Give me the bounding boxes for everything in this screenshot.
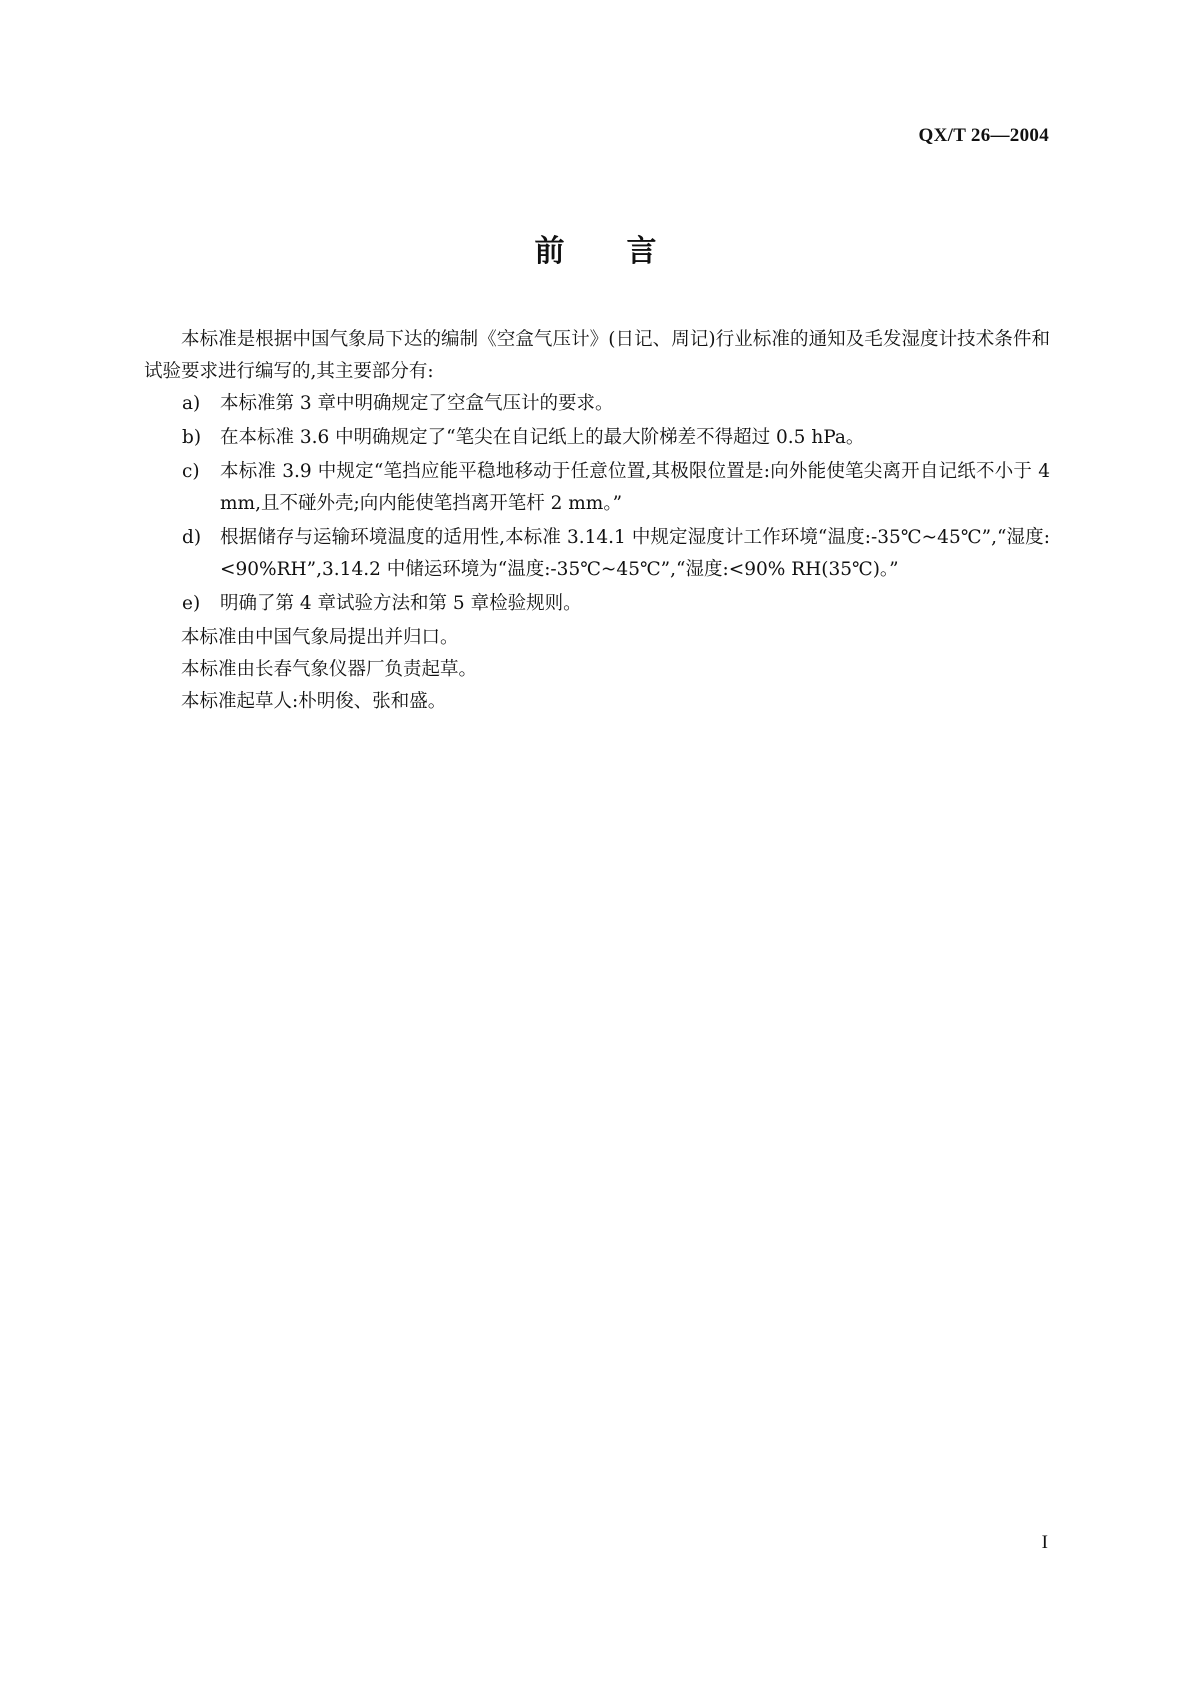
list-item-text: 本标准第 3 章中明确规定了空盒气压计的要求。 — [220, 393, 614, 414]
preface-body — [144, 324, 1050, 718]
drafters-statement: 本标准起草人:朴明俊、张和盛。 — [181, 691, 447, 712]
list-item-text: 在本标准 3.6 中明确规定了“笔尖在自记纸上的最大阶梯差不得超过 0.5 hPa。 — [220, 427, 865, 448]
list-item-text: 根据储存与运输环境温度的适用性,本标准 3.14.1 中规定湿度计工作环境“温度:-35℃~45℃”,“湿度:<90%RH”,3.14.2 中储运环境为“温度:-35℃~45℃”,“湿度:<90% RH(35℃)。” — [220, 527, 1050, 580]
list-item-e — [144, 588, 1050, 620]
list-item-a — [144, 388, 1050, 420]
title-char-1: 前 — [534, 234, 565, 269]
page-number: I — [1041, 1532, 1048, 1553]
list-item-d — [144, 522, 1050, 586]
page-title — [0, 226, 1191, 270]
document-code: QX/T 26—2004 — [918, 125, 1049, 146]
list-marker: e) — [182, 593, 201, 614]
list-marker: c) — [182, 461, 200, 482]
title-char-2: 言 — [626, 234, 657, 269]
intro-paragraph: 本标准是根据中国气象局下达的编制《空盒气压计》(日记、周记)行业标准的通知及毛发湿度计技术条件和试验要求进行编写的,其主要部分有: — [144, 329, 1050, 382]
list-item-text: 本标准 3.9 中规定“笔挡应能平稳地移动于任意位置,其极限位置是:向外能使笔尖离开自记纸不小于 4 mm,且不碰外壳;向内能使笔挡离开笔杆 2 mm。” — [220, 461, 1050, 514]
proposer-statement: 本标准由中国气象局提出并归口。 — [181, 627, 459, 648]
list-marker: d) — [182, 527, 202, 548]
list-item-b — [144, 422, 1050, 454]
drafting-unit-statement: 本标准由长春气象仪器厂负责起草。 — [181, 659, 478, 680]
list-item-c — [144, 456, 1050, 520]
list-marker: b) — [182, 427, 202, 448]
list-item-text: 明确了第 4 章试验方法和第 5 章检验规则。 — [220, 593, 582, 614]
list-marker: a) — [182, 393, 201, 414]
